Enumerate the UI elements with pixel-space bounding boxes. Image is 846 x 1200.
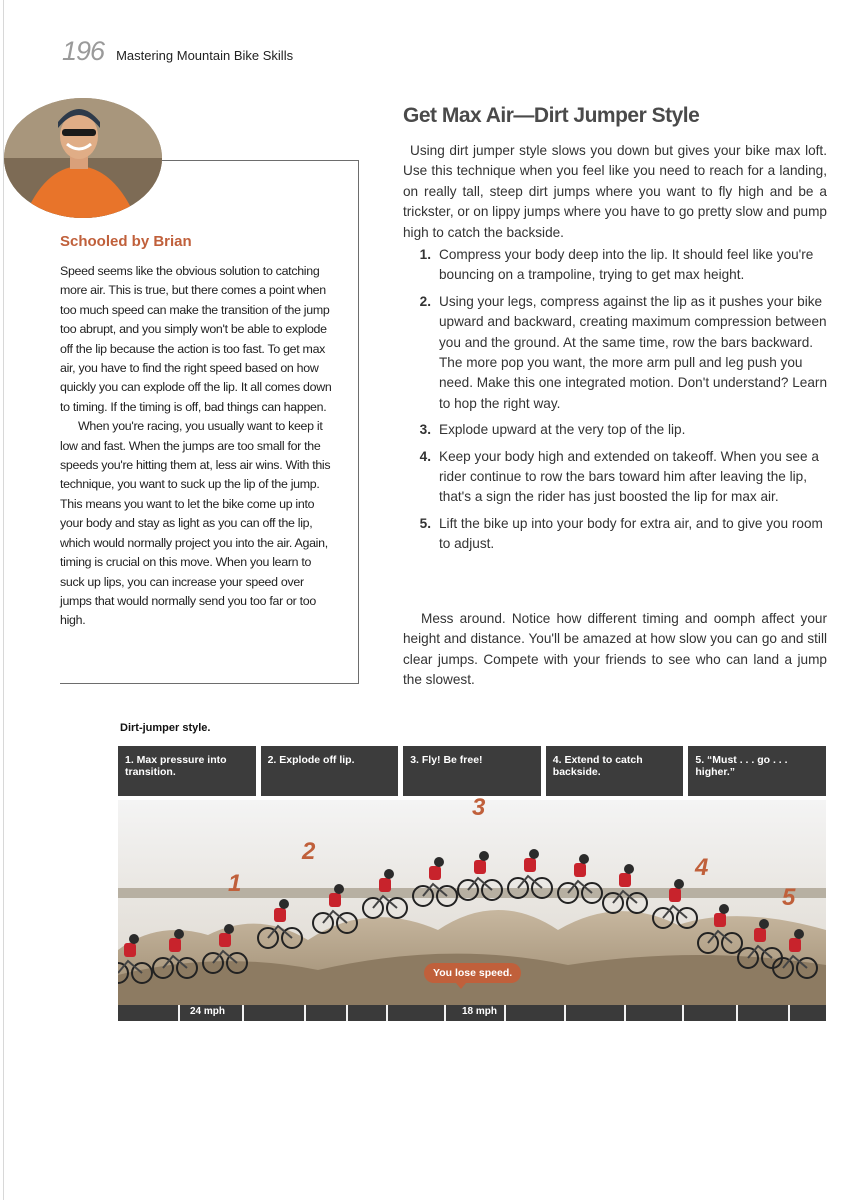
step-item	[403, 292, 827, 414]
steps-list	[403, 245, 827, 561]
sequence-marker: 2	[302, 838, 316, 865]
speed-label: 24 mph	[190, 1006, 226, 1017]
sidebar-paragraph: Speed seems like the obvious solution to catching more air. This is true, but there comes a point when too much speed can make the transition of the jump too abrupt, and you simply won't be able to explode off the lip because the action is too fast. To get max air, you have to find the right speed based on how quickly you can explode off the lip. It all comes down to timing. If the timing is off, bad things can happen.	[60, 264, 332, 414]
sequence-marker: 4	[695, 854, 709, 881]
speed-callout: You lose speed.	[424, 963, 521, 983]
step-number: 5.	[419, 515, 431, 531]
speed-tick	[304, 1005, 306, 1021]
step-text: Using your legs, compress against the lip as it pushes your bike upward and backward, creating maximum compression between you and the ground. At the same time, row the bars backward. The more pop you want, the more arm pull and leg push you need. Make this one integrated motion. Don't understand? Learn to hop the right way.	[439, 293, 828, 411]
step-item	[403, 420, 827, 440]
speed-tick	[736, 1005, 738, 1021]
step-number: 4.	[419, 448, 431, 464]
phase-label: 3. Fly! Be free!	[403, 746, 541, 796]
page-number: 196	[62, 36, 105, 66]
intro-paragraph: Using dirt jumper style slows you down but gives your bike max loft. Use this technique when you feel like you need to reach for a landing, on really tall, steep dirt jumps where you want to fly high and be a trickster, or on lippy jumps where you have to go pretty slow and pump high to catch the backside.	[403, 143, 827, 240]
sidebar-text	[60, 262, 338, 631]
speed-tick	[564, 1005, 566, 1021]
speed-tick	[242, 1005, 244, 1021]
speed-tick	[178, 1005, 180, 1021]
step-item	[403, 245, 827, 286]
step-text: Compress your body deep into the lip. It should feel like you're bouncing on a trampoline, trying to get max height.	[439, 247, 814, 283]
speed-tick	[788, 1005, 790, 1021]
closing-paragraph: Mess around. Notice how different timing and oomph affect your height and distance. You'll be amazed at how slow you can go and still clear jumps. Compete with your friends to see who can land a jump the slowest.	[403, 611, 827, 688]
phase-label: 4. Extend to catch backside.	[546, 746, 684, 796]
sequence-marker: 5	[782, 884, 796, 911]
phase-label: 5. “Must . . . go . . . higher.”	[688, 746, 826, 796]
speed-tick	[682, 1005, 684, 1021]
section-heading: Get Max Air—Dirt Jumper Style	[403, 104, 700, 127]
speed-bar	[118, 1005, 826, 1021]
phase-label: 1. Max pressure into transition.	[118, 746, 256, 796]
step-text: Explode upward at the very top of the lip.	[439, 422, 686, 438]
speed-tick	[504, 1005, 506, 1021]
author-photo	[4, 98, 162, 218]
page-edge	[3, 0, 4, 1200]
page-header	[62, 36, 293, 67]
sequence-marker: 1	[228, 870, 242, 897]
sidebar-title: Schooled by Brian	[60, 233, 192, 250]
step-number: 3.	[419, 422, 431, 438]
step-item	[403, 447, 827, 508]
step-item	[403, 514, 827, 555]
figure-caption: Dirt-jumper style.	[120, 722, 211, 734]
phase-labels	[118, 746, 826, 796]
step-text: Lift the bike up into your body for extra air, and to give you room to adjust.	[439, 515, 823, 552]
speed-tick	[444, 1005, 446, 1021]
sequence-marker: 3	[472, 794, 486, 821]
speed-label: 18 mph	[462, 1006, 498, 1017]
step-number: 2.	[419, 293, 431, 309]
step-number: 1.	[419, 247, 431, 262]
book-title: Mastering Mountain Bike Skills	[116, 48, 294, 63]
sidebar-paragraph: When you're racing, you usually want to keep it low and fast. When the jumps are too small for the speeds you're hitting them at, less air wins. With this technique, you want to suck up the lip of the jump. This means you want to let the bike come up into your body and stay as light as you can off the lip, which would normally project you into the air. Again, timing is crucial on this move. When you learn to suck up lips, you can increase your speed over jumps that would normally send you too far or too high.	[60, 419, 331, 628]
speed-tick	[624, 1005, 626, 1021]
speed-tick	[346, 1005, 348, 1021]
step-text: Keep your body high and extended on takeoff. When you see a rider continue to row the bars toward him after leaving the lip, that's a sign the rider has just boosted the lip for max air.	[439, 448, 819, 505]
phase-label: 2. Explode off lip.	[261, 746, 399, 796]
speed-tick	[386, 1005, 388, 1021]
